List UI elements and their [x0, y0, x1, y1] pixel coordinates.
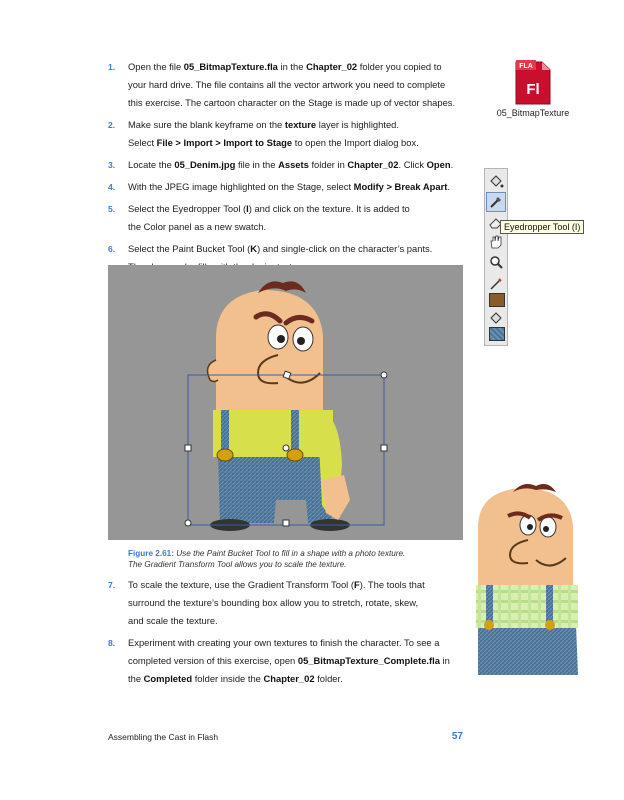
texture-swatch[interactable]: [489, 327, 505, 341]
step-4: [108, 178, 468, 196]
step-number: 4.: [108, 182, 116, 192]
step-line: [128, 594, 468, 612]
step-text: in: [439, 655, 450, 666]
step-text: ). The tools that: [359, 579, 425, 590]
step-line: [128, 76, 468, 94]
fill-bucket-icon[interactable]: [487, 309, 505, 327]
caption-line-1: Use the Paint Bucket Tool to fill in a shape with a photo texture.: [176, 549, 406, 558]
step-8: [108, 634, 468, 688]
step-number: 1.: [108, 62, 116, 72]
bold-term: 05_Denim.jpg: [174, 159, 236, 170]
step-text: To scale the texture, use the Gradient Transform Tool (: [128, 579, 354, 590]
step-text: Select: [128, 137, 157, 148]
fill-color-swatch[interactable]: [489, 293, 505, 307]
step-text: folder inside the: [192, 673, 264, 684]
page-footer: [108, 732, 463, 742]
step-text: the Color panel as a new swatch.: [128, 221, 267, 232]
step-line: [128, 670, 468, 688]
step-text: . Click: [398, 159, 427, 170]
flash-document-icon: [512, 58, 554, 106]
bold-term: Open: [426, 159, 451, 170]
rotate-handle[interactable]: [381, 372, 387, 378]
bold-term: Chapter_02: [306, 61, 358, 72]
step-text: .: [450, 159, 454, 170]
bold-term: texture: [284, 119, 317, 130]
scale-handle[interactable]: [185, 520, 191, 526]
step-5: [108, 200, 468, 236]
paint-bucket-icon[interactable]: [487, 173, 505, 191]
step-text: ) and single-click on the character’s pants.: [257, 243, 433, 254]
step-text: file in the: [235, 159, 279, 170]
step-3: [108, 156, 468, 174]
hand-icon[interactable]: [487, 233, 505, 251]
step-line: [128, 240, 468, 258]
step-text: your hard drive. The file contains all the vector artwork you need to complete: [128, 79, 446, 90]
step-text: Experiment with creating your own textures to finish the character. To see a: [128, 637, 440, 648]
completed-character-illustration: [468, 480, 588, 680]
step-line: [128, 200, 468, 218]
step-text: ) and click on the texture. It is added to: [248, 203, 410, 214]
bold-term: Completed: [143, 673, 193, 684]
fla-file-icon[interactable]: [488, 58, 578, 118]
bold-term: Modify > Break Apart: [353, 181, 448, 192]
eyedropper-tooltip: Eyedropper Tool (I): [500, 220, 584, 234]
step-line: [128, 652, 468, 670]
step-line: [128, 576, 468, 594]
step-number: 6.: [108, 244, 116, 254]
width-handle[interactable]: [185, 445, 191, 451]
eyedropper-icon[interactable]: [487, 193, 505, 211]
figure-caption: [128, 548, 458, 570]
step-number: 3.: [108, 160, 116, 170]
bold-term: File > Import > Import to Stage: [156, 137, 293, 148]
step-1: [108, 58, 468, 112]
step-line: [128, 134, 468, 152]
step-line: [128, 94, 468, 112]
step-number: 7.: [108, 580, 116, 590]
step-line: [128, 58, 468, 76]
step-2: [108, 116, 468, 152]
step-text: to open the Import dialog box.: [292, 137, 419, 148]
figure-label: Figure 2.61:: [128, 549, 174, 558]
step-text: this exercise. The cartoon character on the Stage is made up of vector shapes.: [128, 97, 456, 108]
instruction-steps-top: [108, 58, 468, 276]
tools-panel: [484, 168, 508, 346]
step-text: Open the file: [128, 61, 184, 72]
step-line: [128, 634, 468, 652]
bold-term: 05_BitmapTexture_Complete.fla: [297, 655, 440, 666]
step-text: Select the Paint Bucket Tool (: [128, 243, 251, 254]
page-number: 57: [451, 731, 463, 742]
step-text: With the JPEG image highlighted on the Stage, select: [128, 181, 354, 192]
svg-text:FLA: FLA: [519, 63, 533, 70]
step-text: Locate the: [128, 159, 175, 170]
step-text: completed version of this exercise, open: [128, 655, 298, 666]
bold-term: 05_BitmapTexture.fla: [183, 61, 278, 72]
shirt-shape: [213, 410, 333, 457]
step-text: layer is highlighted.: [316, 119, 399, 130]
cartoon-character-stage: [108, 265, 463, 540]
zoom-icon[interactable]: [487, 253, 505, 271]
step-7: [108, 576, 468, 630]
bold-term: K: [250, 243, 258, 254]
bold-term: Chapter_02: [347, 159, 399, 170]
stage-figure: [108, 265, 463, 540]
step-line: [128, 116, 468, 134]
step-text: Make sure the blank keyframe on the: [128, 119, 285, 130]
step-line: [128, 178, 468, 196]
step-text: and scale the texture.: [128, 615, 218, 626]
svg-text:Fl: Fl: [526, 81, 540, 98]
skew-handle[interactable]: [283, 371, 291, 379]
step-line: [128, 156, 468, 174]
step-text: surround the texture’s bounding box allow you to stretch, rotate, skew,: [128, 597, 419, 608]
height-handle[interactable]: [283, 520, 289, 526]
running-footer-title: Assembling the Cast in Flash: [108, 732, 219, 742]
step-text: in the: [277, 61, 307, 72]
caption-line-2: The Gradient Transform Tool allows you to scale the texture.: [128, 560, 347, 569]
pants-shape[interactable]: [218, 455, 332, 523]
bold-term: Assets: [278, 159, 309, 170]
step-text: .: [447, 181, 450, 192]
width-handle-right[interactable]: [381, 445, 387, 451]
instruction-steps-bottom: [108, 576, 468, 688]
bold-term: I: [246, 203, 249, 214]
bold-term: F: [353, 579, 360, 590]
step-number: 2.: [108, 120, 116, 130]
step-text: folder you copied to: [357, 61, 442, 72]
step-line: [128, 218, 468, 236]
file-name-label: 05_BitmapTexture: [496, 108, 570, 118]
step-text: Select the Eyedropper Tool (: [128, 203, 247, 214]
step-text: folder.: [314, 673, 343, 684]
pencil-icon[interactable]: [487, 275, 505, 293]
step-text: the: [128, 673, 144, 684]
step-text: folder in: [308, 159, 348, 170]
step-number: 5.: [108, 204, 116, 214]
step-number: 8.: [108, 638, 116, 648]
bold-term: Chapter_02: [263, 673, 315, 684]
step-line: [128, 612, 468, 630]
center-point-handle[interactable]: [283, 445, 289, 451]
